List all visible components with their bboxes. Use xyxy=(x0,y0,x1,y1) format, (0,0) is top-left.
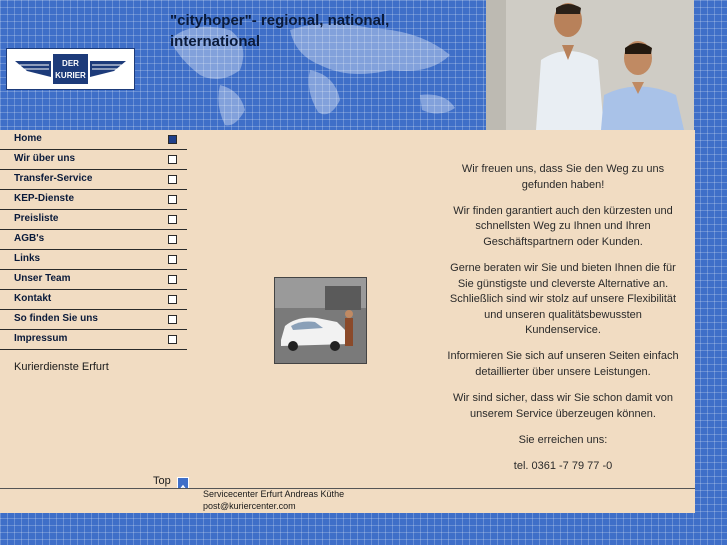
menu-bullet-icon xyxy=(168,175,177,184)
menu-item-label: Links xyxy=(14,253,41,264)
footer xyxy=(0,489,695,513)
menu-item-preisliste[interactable] xyxy=(0,210,187,230)
menu-bullet-icon xyxy=(168,215,177,224)
menu-bullet-icon xyxy=(168,275,177,284)
menu-bullet-icon xyxy=(168,235,177,244)
menu-item-label: KEP-Dienste xyxy=(14,193,75,204)
menu-caption: Kurierdienste Erfurt xyxy=(14,361,109,373)
service-paragraph: Wir finden garantiert auch den kürzesten und schnellsten Weg zu Ihnen und Ihren Geschäftspartnern oder Kunden. xyxy=(453,204,673,248)
logo-text-line1: DER xyxy=(62,59,79,68)
main-navigation xyxy=(0,130,187,350)
top-link[interactable]: Top xyxy=(153,475,171,487)
menu-item-impressum[interactable] xyxy=(0,330,187,350)
menu-bullet-icon xyxy=(168,255,177,264)
info-paragraph: Informieren Sie sich auf unseren Seiten einfach detaillierter über unsere Leistungen. xyxy=(447,350,679,379)
header-photo-two-men xyxy=(486,0,694,130)
menu-item-wir-ueber-uns[interactable] xyxy=(0,150,187,170)
advice-paragraph: Gerne beraten wir Sie und bieten Ihnen die für Sie günstigste und cleverste Alternative an. Schließlich sind wir stolz auf unsere Flexibilität und unseren qualitätsbewussten Kundenservice. xyxy=(449,261,677,337)
menu-bullet-icon xyxy=(168,295,177,304)
menu-item-label: AGB's xyxy=(14,233,45,244)
header-tagline: "cityhoper"- regional, national, international xyxy=(170,12,390,50)
phone-number: tel. 0361 -7 79 77 -0 xyxy=(513,459,613,472)
menu-item-home[interactable] xyxy=(0,130,187,150)
contact-intro: Sie erreichen uns: xyxy=(518,433,608,446)
menu-item-kontakt[interactable] xyxy=(0,290,187,310)
menu-bullet-icon xyxy=(168,335,177,344)
menu-item-label: Preisliste xyxy=(14,213,59,224)
menu-bullet-icon xyxy=(168,195,177,204)
footer-email-link[interactable]: post@kuriercenter.com xyxy=(203,501,296,511)
footer-company: Servicecenter Erfurt Andreas Küthe xyxy=(203,489,345,499)
menu-item-label: Home xyxy=(14,133,42,144)
menu-item-label: Unser Team xyxy=(14,273,71,284)
header xyxy=(0,0,727,130)
menu-item-label: Impressum xyxy=(14,333,68,344)
company-logo[interactable] xyxy=(6,48,135,90)
menu-bullet-icon xyxy=(168,155,177,164)
courier-car-photo xyxy=(274,277,367,364)
menu-item-label: Wir über uns xyxy=(14,153,76,164)
menu-item-transfer-service[interactable] xyxy=(0,170,187,190)
logo-wings-icon xyxy=(7,49,134,89)
menu-bullet-active-icon xyxy=(168,135,177,144)
menu-item-unser-team[interactable] xyxy=(0,270,187,290)
menu-bullet-icon xyxy=(168,315,177,324)
menu-item-links[interactable] xyxy=(0,250,187,270)
welcome-text xyxy=(446,162,680,485)
menu-item-label: Transfer-Service xyxy=(14,173,93,184)
menu-item-so-finden-sie-uns[interactable] xyxy=(0,310,187,330)
menu-item-label: Kontakt xyxy=(14,293,52,304)
menu-item-kep-dienste[interactable] xyxy=(0,190,187,210)
menu-item-label: So finden Sie uns xyxy=(14,313,98,324)
logo-text-line2: KURIER xyxy=(55,71,86,80)
conviction-paragraph: Wir sind sicher, dass wir Sie schon damit von unserem Service überzeugen können. xyxy=(452,392,674,420)
menu-item-agbs[interactable] xyxy=(0,230,187,250)
welcome-paragraph: Wir freuen uns, dass Sie den Weg zu uns gefunden haben! xyxy=(461,163,665,191)
